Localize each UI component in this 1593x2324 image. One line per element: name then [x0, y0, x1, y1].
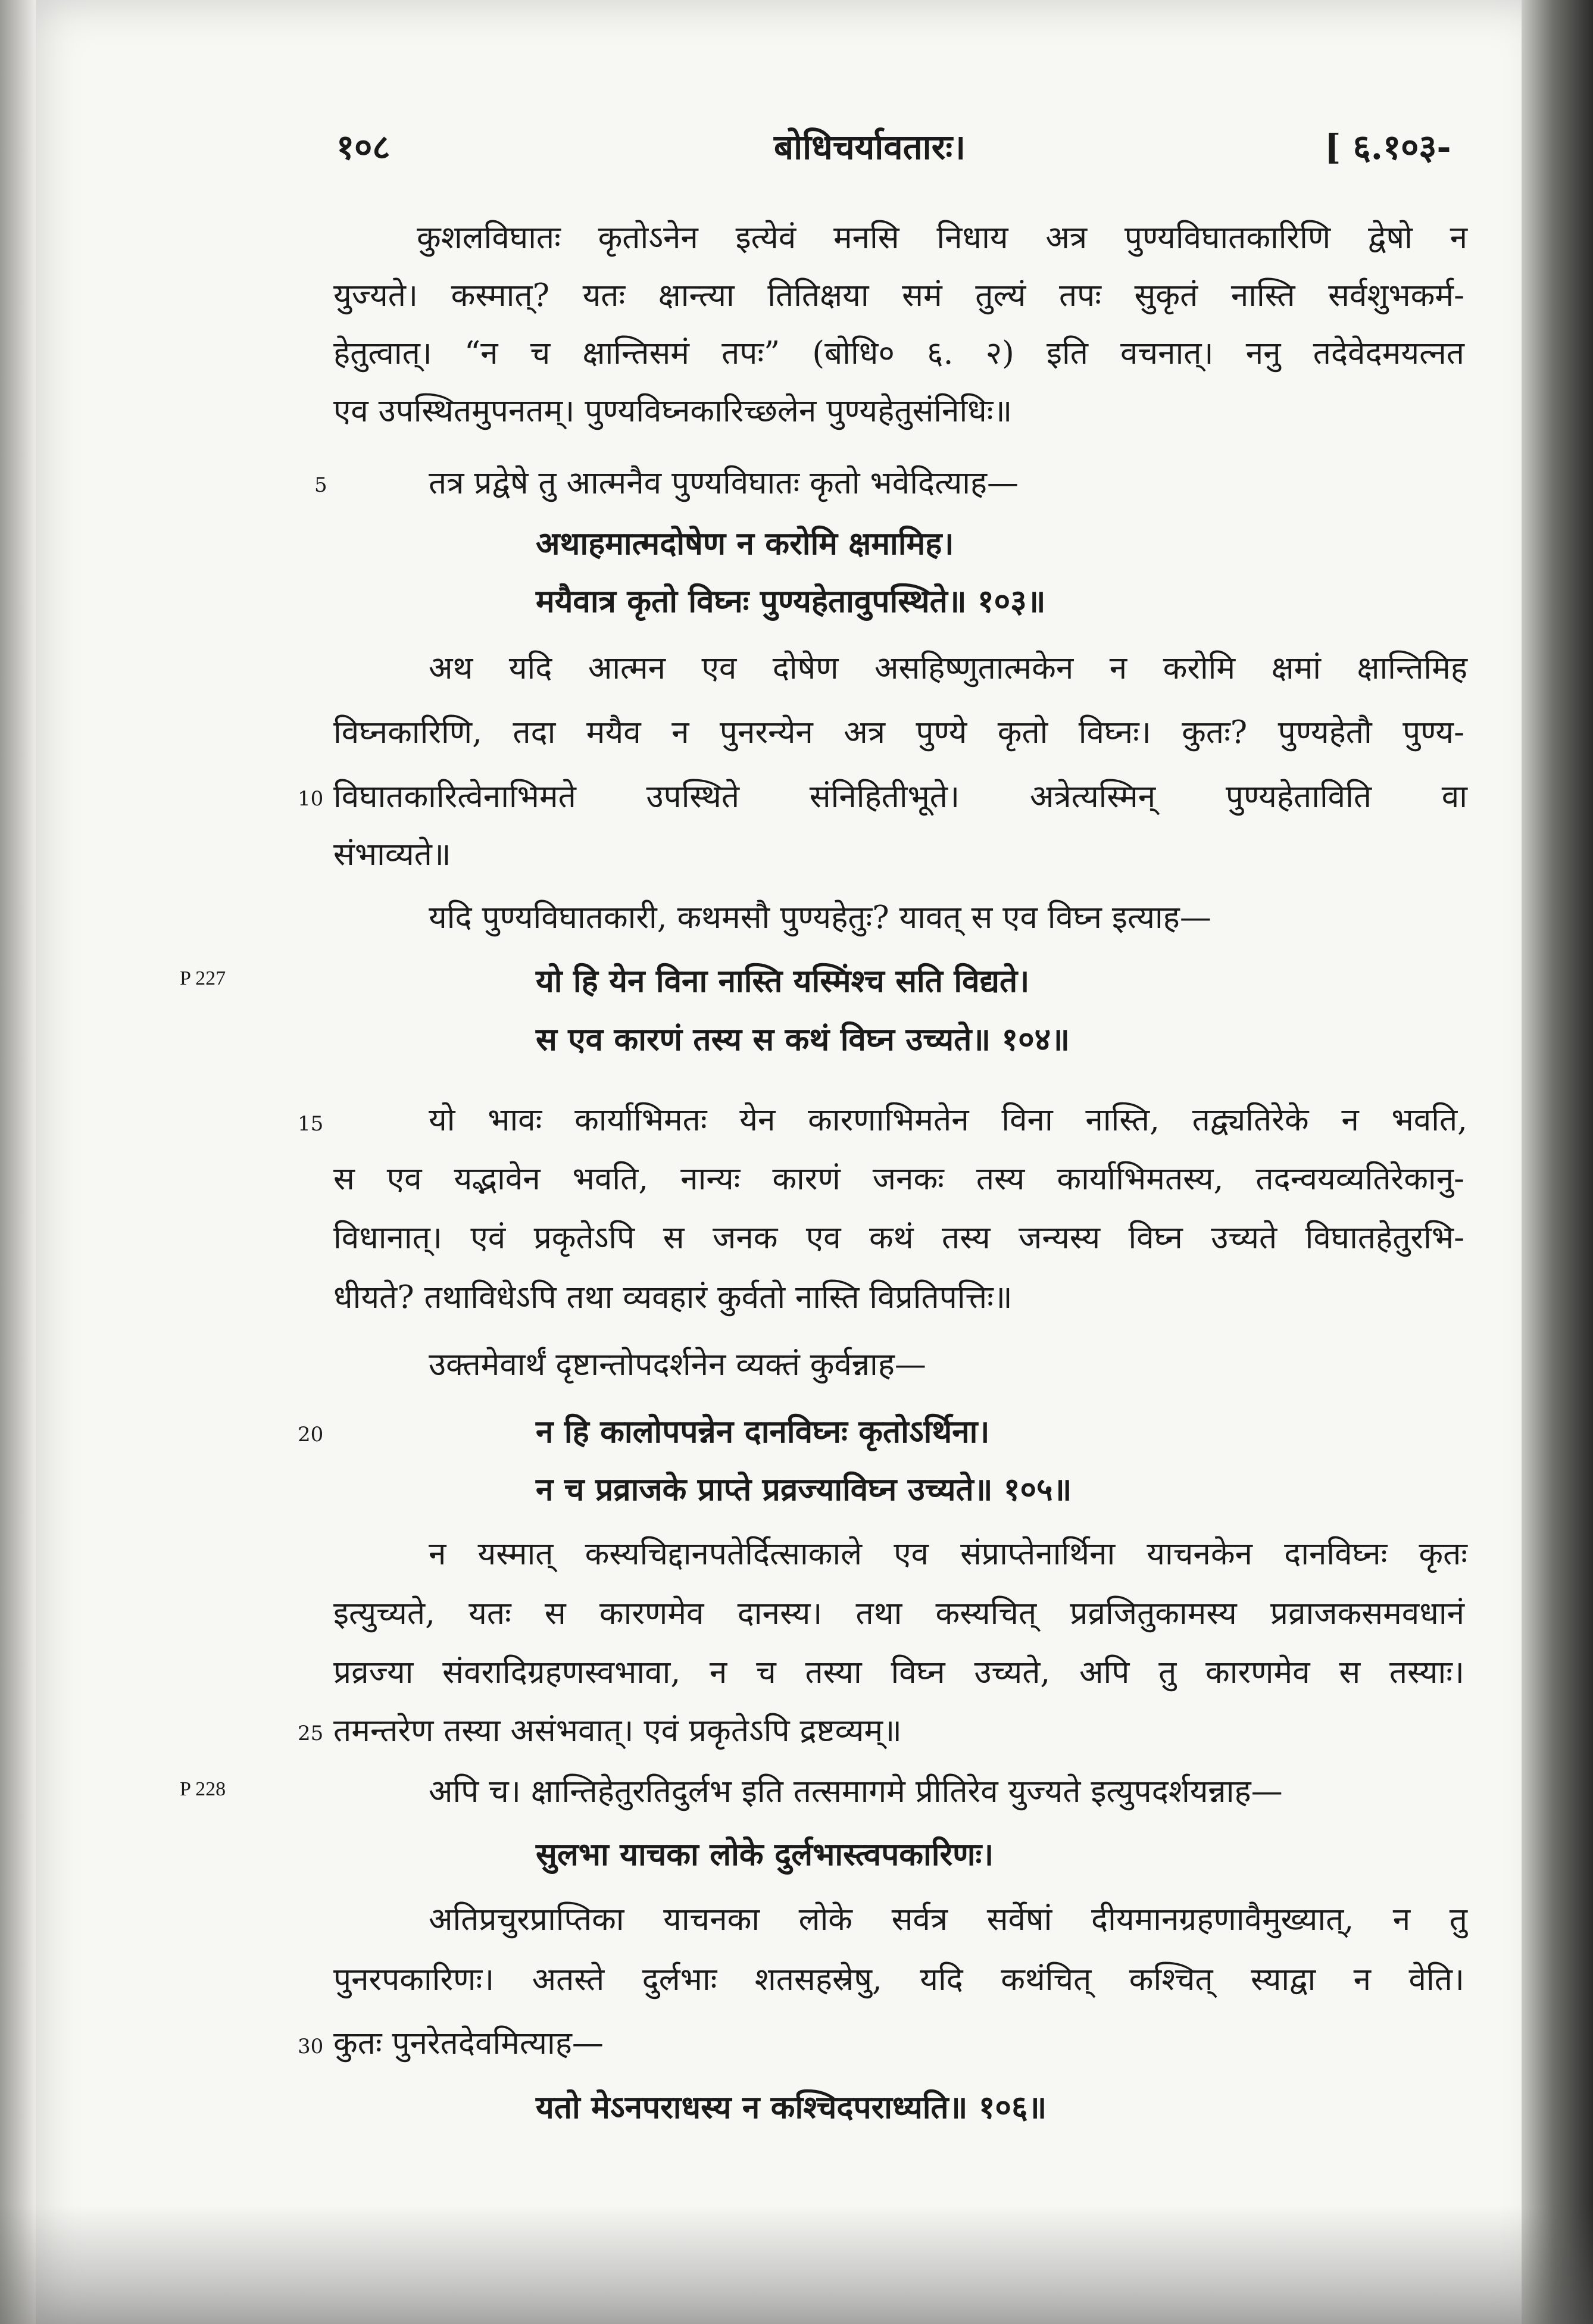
text-line: प्रव्रज्या संवरादिग्रहणस्वभावा, न च तस्या विघ्न उच्यते, अपि तु कारणमेव स तस्याः।: [333, 1654, 1464, 1691]
verse-line: न च प्रव्राजके प्राप्ते प्रव्रज्याविघ्न उच्यते॥ १०५॥: [536, 1471, 1072, 1508]
verse-line: सुलभा याचका लोके दुर्लभास्त्वपकारिणः।: [536, 1836, 994, 1873]
line-number-25: 25: [298, 1722, 324, 1745]
page-number: १०८: [336, 127, 391, 167]
line-number-15: 15: [298, 1112, 324, 1136]
text-line: एव उपस्थितमुपनतम्। पुण्यविघ्नकारिच्छलेन पुण्यहेतुसंनिधिः॥: [333, 393, 1013, 429]
text-line: तमन्तरेण तस्या असंभवात्। एवं प्रकृतेऽपि द्रष्टव्यम्॥: [333, 1713, 902, 1749]
text-line: कुशलविघातः कृतोऽनेन इत्येवं मनसि निधाय अत्र पुण्यविघातकारिणि द्वेषो न: [417, 220, 1467, 256]
text-line: न यस्मात् कस्यचिद्दानपतेर्दित्साकाले एव संप्राप्तेनार्थिना याचनकेन दानविघ्नः कृतः: [429, 1536, 1467, 1572]
text-line: कुतः पुनरेतदेवमित्याह—: [333, 2025, 604, 2061]
verse-line: यतो मेऽनपराधस्य न कश्चिदपराध्यति॥ १०६॥: [536, 2089, 1047, 2126]
scan-bottom-shadow: [0, 2205, 1593, 2324]
running-title: बोधिचर्यावतारः।: [774, 127, 966, 167]
page-ref-228: P 228: [180, 1778, 226, 1800]
verse-line: मयैवात्र कृतो विघ्नः पुण्यहेतावुपस्थिते॥ १०३॥: [536, 583, 1046, 620]
text-line: विघातकारित्वेनाभिमते उपस्थिते संनिहितीभूते। अत्रेत्यस्मिन् पुण्यहेताविति वा: [333, 779, 1467, 815]
text-line: विघ्नकारिणि, तदा मयैव न पुनरन्येन अत्र पुण्ये कृतो विघ्नः। कुतः? पुण्यहेतौ पुण्य-: [333, 714, 1464, 751]
book-binding-shadow: [1522, 0, 1593, 2324]
text-line: हेतुत्वात्। “न च क्षान्तिसमं तपः” (बोधि० ६. २) इति वचनात्। ननु तदेवेदमयत्नत: [333, 335, 1464, 371]
text-line: इत्युच्यते, यतः स कारणमेव दानस्य। तथा कस्यचित् प्रव्रजितुकामस्य प्रव्राजकसमवधानं: [333, 1595, 1464, 1632]
text-line: संभाव्यते॥: [333, 836, 451, 873]
verse-line: न हि कालोपपन्नेन दानविघ्नः कृतोऽर्थिना।: [536, 1413, 990, 1450]
line-number-10: 10: [298, 787, 324, 811]
text-line: अथ यदि आत्मन एव दोषेण असहिष्णुतात्मकेन न करोमि क्षमां क्षान्तिमिह: [429, 650, 1467, 686]
line-number-30: 30: [298, 2035, 324, 2059]
page-ref-227: P 227: [180, 967, 226, 989]
text-line: विधानात्। एवं प्रकृतेऽपि स जनक एव कथं तस्य जन्यस्य विघ्न उच्यते विघातहेतुरभि-: [333, 1220, 1464, 1256]
verse-line: अथाहमात्मदोषेण न करोमि क्षमामिह।: [536, 525, 954, 562]
text-line: अपि च। क्षान्तिहेतुरतिदुर्लभ इति तत्समागमे प्रीतिरेव युज्यते इत्युपदर्शयन्नाह—: [429, 1773, 1283, 1810]
text-line: अतिप्रचुरप्राप्तिका याचनका लोके सर्वत्र सर्वेषां दीयमानग्रहणावैमुख्यात्, न तु: [429, 1901, 1467, 1938]
text-line: पुनरपकारिणः। अतस्ते दुर्लभाः शतसहस्रेषु, यदि कथंचित् कश्चित् स्याद्वा न वेति।: [333, 1961, 1464, 1998]
text-line: यो भावः कार्याभिमतः येन कारणाभिमतेन विना नास्ति, तद्व्यतिरेके न भवति,: [429, 1102, 1467, 1138]
line-number-20: 20: [298, 1423, 324, 1447]
page-left-edge: [0, 0, 36, 2324]
verse-line: स एव कारणं तस्य स कथं विघ्न उच्यते॥ १०४॥: [536, 1021, 1070, 1058]
text-line: उक्तमेवार्थं दृष्टान्तोपदर्शनेन व्यक्तं कुर्वन्नाह—: [429, 1347, 926, 1383]
text-line: यदि पुण्यविघातकारी, कथमसौ पुण्यहेतुः? यावत् स एव विघ्न इत्याह—: [429, 899, 1211, 936]
text-line: तत्र प्रद्वेषे तु आत्मनैव पुण्यविघातः कृतो भवेदित्याह—: [429, 465, 1019, 501]
text-line: धीयते? तथाविधेऽपि तथा व्यवहारं कुर्वतो नास्ति विप्रतिपत्तिः॥: [333, 1279, 1013, 1316]
text-line: युज्यते। कस्मात्? यतः क्षान्त्या तितिक्षया समं तुल्यं तपः सुकृतं नास्ति सर्वशुभकर्म-: [333, 277, 1464, 314]
line-number-5: 5: [314, 473, 327, 497]
text-line: स एव यद्भावेन भवति, नान्यः कारणं जनकः तस्य कार्याभिमतस्य, तदन्वयव्यतिरेकानु-: [333, 1161, 1464, 1197]
verse-line: यो हि येन विना नास्ति यस्मिंश्च सति विद्यते।: [536, 963, 1030, 999]
section-reference: [ ६.१०३-: [1325, 127, 1451, 167]
